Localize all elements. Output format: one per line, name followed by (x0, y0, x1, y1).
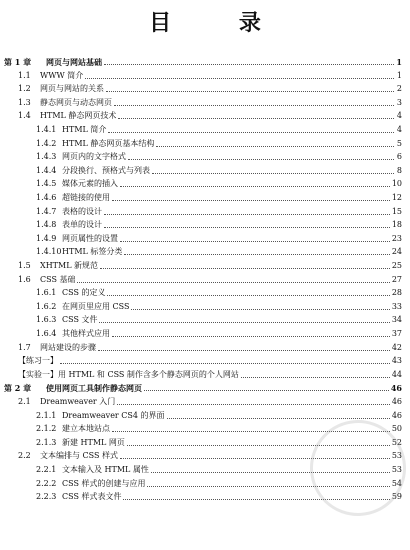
toc-leader (104, 214, 390, 215)
toc-text: 表格的设计 (62, 206, 102, 216)
toc-page-number: 53 (391, 451, 402, 461)
toc-text: 新建 HTML 网页 (62, 437, 125, 447)
toc-leader (100, 268, 390, 269)
toc-page-number: 46 (391, 410, 402, 420)
toc-number: 1.4.6 (36, 193, 57, 202)
toc-leader (241, 377, 390, 378)
toc-text: 【实验一】用 HTML 和 CSS 制作含多个静态网页的个人网站 (18, 369, 239, 379)
toc-leader (99, 322, 389, 323)
toc-leader (167, 418, 390, 419)
toc-chapter (4, 382, 402, 394)
toc-number: 第 2 章 (4, 383, 32, 394)
toc-text: 网页与网站的关系 (40, 84, 104, 94)
toc-page-number: 46 (390, 383, 402, 394)
toc-leader (120, 186, 390, 187)
toc-text: 表单的设计 (62, 220, 102, 230)
toc-entry (18, 97, 402, 109)
toc-entry (36, 206, 402, 218)
toc-page-number: 1 (396, 70, 402, 80)
toc-text: CSS 的定义 (62, 288, 106, 298)
toc-text: CSS 样式的创建与应用 (62, 478, 146, 488)
toc-entry (18, 369, 402, 381)
toc-number: 2.2.2 (36, 478, 57, 488)
toc-entry (18, 70, 402, 82)
toc-page-number: 43 (391, 356, 402, 366)
toc-number: 2.1.1 (36, 410, 57, 420)
toc-text: 其他样式应用 (62, 329, 110, 338)
toc-entry (36, 151, 402, 163)
toc-leader (117, 404, 390, 405)
toc-page-number: 59 (391, 492, 402, 502)
toc-entry (36, 138, 402, 150)
toc-entry (18, 83, 402, 95)
toc-page-number: 2 (396, 84, 402, 94)
toc-number: 1.4.5 (36, 179, 57, 189)
toc-entry (36, 246, 402, 258)
toc-page-number: 4 (396, 125, 402, 134)
toc-leader (118, 118, 394, 119)
toc-text: CSS 样式表文件 (62, 492, 122, 502)
toc-leader (106, 91, 394, 92)
toc-text: 使用网页工具制作静态网页 (46, 383, 142, 394)
toc-page-number: 54 (391, 478, 402, 488)
toc-entry (36, 178, 402, 190)
toc-leader (60, 363, 390, 364)
toc-page-number: 27 (391, 274, 402, 284)
toc-leader (77, 282, 389, 283)
toc-page-number: 28 (391, 288, 402, 298)
toc-page-number: 3 (396, 97, 402, 107)
toc-number: 1.6.3 (36, 315, 57, 325)
toc-page-number: 53 (391, 465, 402, 474)
toc-page-number: 44 (391, 369, 402, 379)
toc-page-number: 50 (391, 424, 402, 434)
toc-entry (36, 410, 402, 422)
toc-leader (98, 350, 390, 351)
toc-page-number: 4 (396, 111, 402, 121)
toc-number: 1.7 (18, 342, 31, 352)
toc-entry (36, 328, 402, 340)
toc-leader (112, 336, 390, 337)
toc-entry (18, 110, 402, 122)
toc-text: Dreamweaver CS4 的界面 (62, 410, 165, 420)
toc-number: 1.3 (18, 97, 31, 107)
toc-number: 1.4 (18, 111, 31, 121)
toc-page-number: 52 (391, 437, 402, 447)
page-title: 目 录 (149, 10, 291, 36)
toc-number: 1.4.4 (36, 165, 57, 175)
toc-number: 2.2.1 (36, 465, 57, 474)
toc-chapter (4, 56, 402, 68)
toc-page-number: 34 (391, 315, 402, 325)
toc-page-number: 8 (396, 165, 402, 175)
toc-number: 1.6 (18, 274, 31, 284)
toc-page-number: 6 (396, 152, 402, 162)
toc-entry (36, 124, 402, 136)
toc-leader (156, 146, 394, 147)
toc-number: 1.6.4 (36, 329, 57, 338)
toc-page-number: 46 (391, 397, 402, 406)
toc-entry (36, 165, 402, 177)
toc-text: WWW 简介 (40, 70, 84, 80)
toc-entry (36, 314, 402, 326)
toc-number: 1.4.8 (36, 220, 57, 230)
toc-text: HTML 标签分类 (62, 247, 123, 257)
toc-number: 2.2.3 (36, 492, 57, 502)
toc-leader (128, 159, 394, 160)
toc-text: 文本输入及 HTML 属性 (62, 465, 149, 474)
toc-entry (36, 301, 402, 313)
toc-number: 2.1.2 (36, 424, 57, 434)
toc-leader (120, 241, 390, 242)
toc-leader (144, 390, 389, 391)
toc-text: Dreamweaver 入门 (40, 397, 116, 406)
toc-leader (85, 78, 394, 79)
toc-text: 网站建设的步骤 (40, 342, 96, 352)
toc-leader (108, 132, 394, 133)
toc-number: 第 1 章 (4, 57, 32, 67)
toc-number: 1.4.10 (36, 247, 62, 257)
toc-number: 1.4.7 (36, 206, 57, 216)
toc-text: 在网页里应用 CSS (62, 301, 130, 311)
toc-number: 2.1.3 (36, 437, 57, 447)
toc-page-number: 25 (391, 261, 402, 270)
toc-text: 网页内的文字格式 (62, 152, 126, 162)
toc-number: 2.2 (18, 451, 31, 461)
toc-entry (18, 396, 402, 408)
toc-leader (114, 105, 394, 106)
toc-leader (107, 295, 389, 296)
toc-leader (112, 200, 390, 201)
toc-text: HTML 静态网页基本结构 (62, 138, 155, 148)
toc-text: CSS 基础 (40, 274, 76, 284)
toc-page-number: 33 (391, 301, 402, 311)
toc-number: 2.1 (18, 397, 31, 406)
toc-entry (36, 192, 402, 204)
toc-entry (18, 274, 402, 286)
toc-number: 1.5 (18, 261, 31, 270)
toc-page-number: 23 (391, 233, 402, 243)
toc-number: 1.4.9 (36, 233, 57, 243)
toc-page-number: 18 (391, 220, 402, 230)
toc-page-number: 1 (396, 57, 402, 67)
toc-text: 文本编排与 CSS 样式 (40, 451, 119, 461)
toc-text: 静态网页与动态网页 (40, 97, 112, 107)
toc-number: 1.4.2 (36, 138, 57, 148)
toc-text: 网页属性的设置 (62, 233, 118, 243)
toc-leader (131, 309, 389, 310)
toc-entry (36, 219, 402, 231)
toc-number: 1.4.1 (36, 125, 57, 134)
toc-number: 1.2 (18, 84, 31, 94)
toc-entry (18, 355, 402, 367)
toc-page-number: 15 (391, 206, 402, 216)
toc-text: XHTML 新规范 (40, 261, 99, 270)
toc-text: 超链接的使用 (62, 193, 110, 202)
toc-entry (36, 287, 402, 299)
toc-page-number: 42 (391, 342, 402, 352)
toc-number: 1.6.2 (36, 301, 57, 311)
toc-page-number: 5 (396, 138, 402, 148)
toc-text: 【练习一】 (18, 356, 58, 366)
toc-text: HTML 静态网页技术 (40, 111, 117, 121)
toc-text: 网页与网站基础 (46, 57, 102, 67)
toc-entry (18, 260, 402, 272)
toc-page-number: 24 (391, 247, 402, 257)
toc-number: 1.6.1 (36, 288, 57, 298)
toc-leader (152, 173, 394, 174)
toc-text: CSS 文件 (62, 315, 98, 325)
toc-text: 媒体元素的插入 (62, 179, 118, 189)
toc-page-number: 10 (391, 179, 402, 189)
toc-leader (104, 64, 394, 65)
toc-page-number: 12 (391, 193, 402, 202)
toc-text: HTML 简介 (62, 125, 107, 134)
toc-leader (124, 254, 389, 255)
toc-leader (104, 227, 390, 228)
toc-text: 建立本地站点 (62, 424, 110, 434)
toc-number: 1.1 (18, 70, 31, 80)
toc-text: 分段换行、预格式与列表 (62, 165, 150, 175)
toc-entry (36, 233, 402, 245)
toc-number: 1.4.3 (36, 152, 57, 162)
toc-entry (18, 342, 402, 354)
toc-page-number: 37 (391, 329, 402, 338)
